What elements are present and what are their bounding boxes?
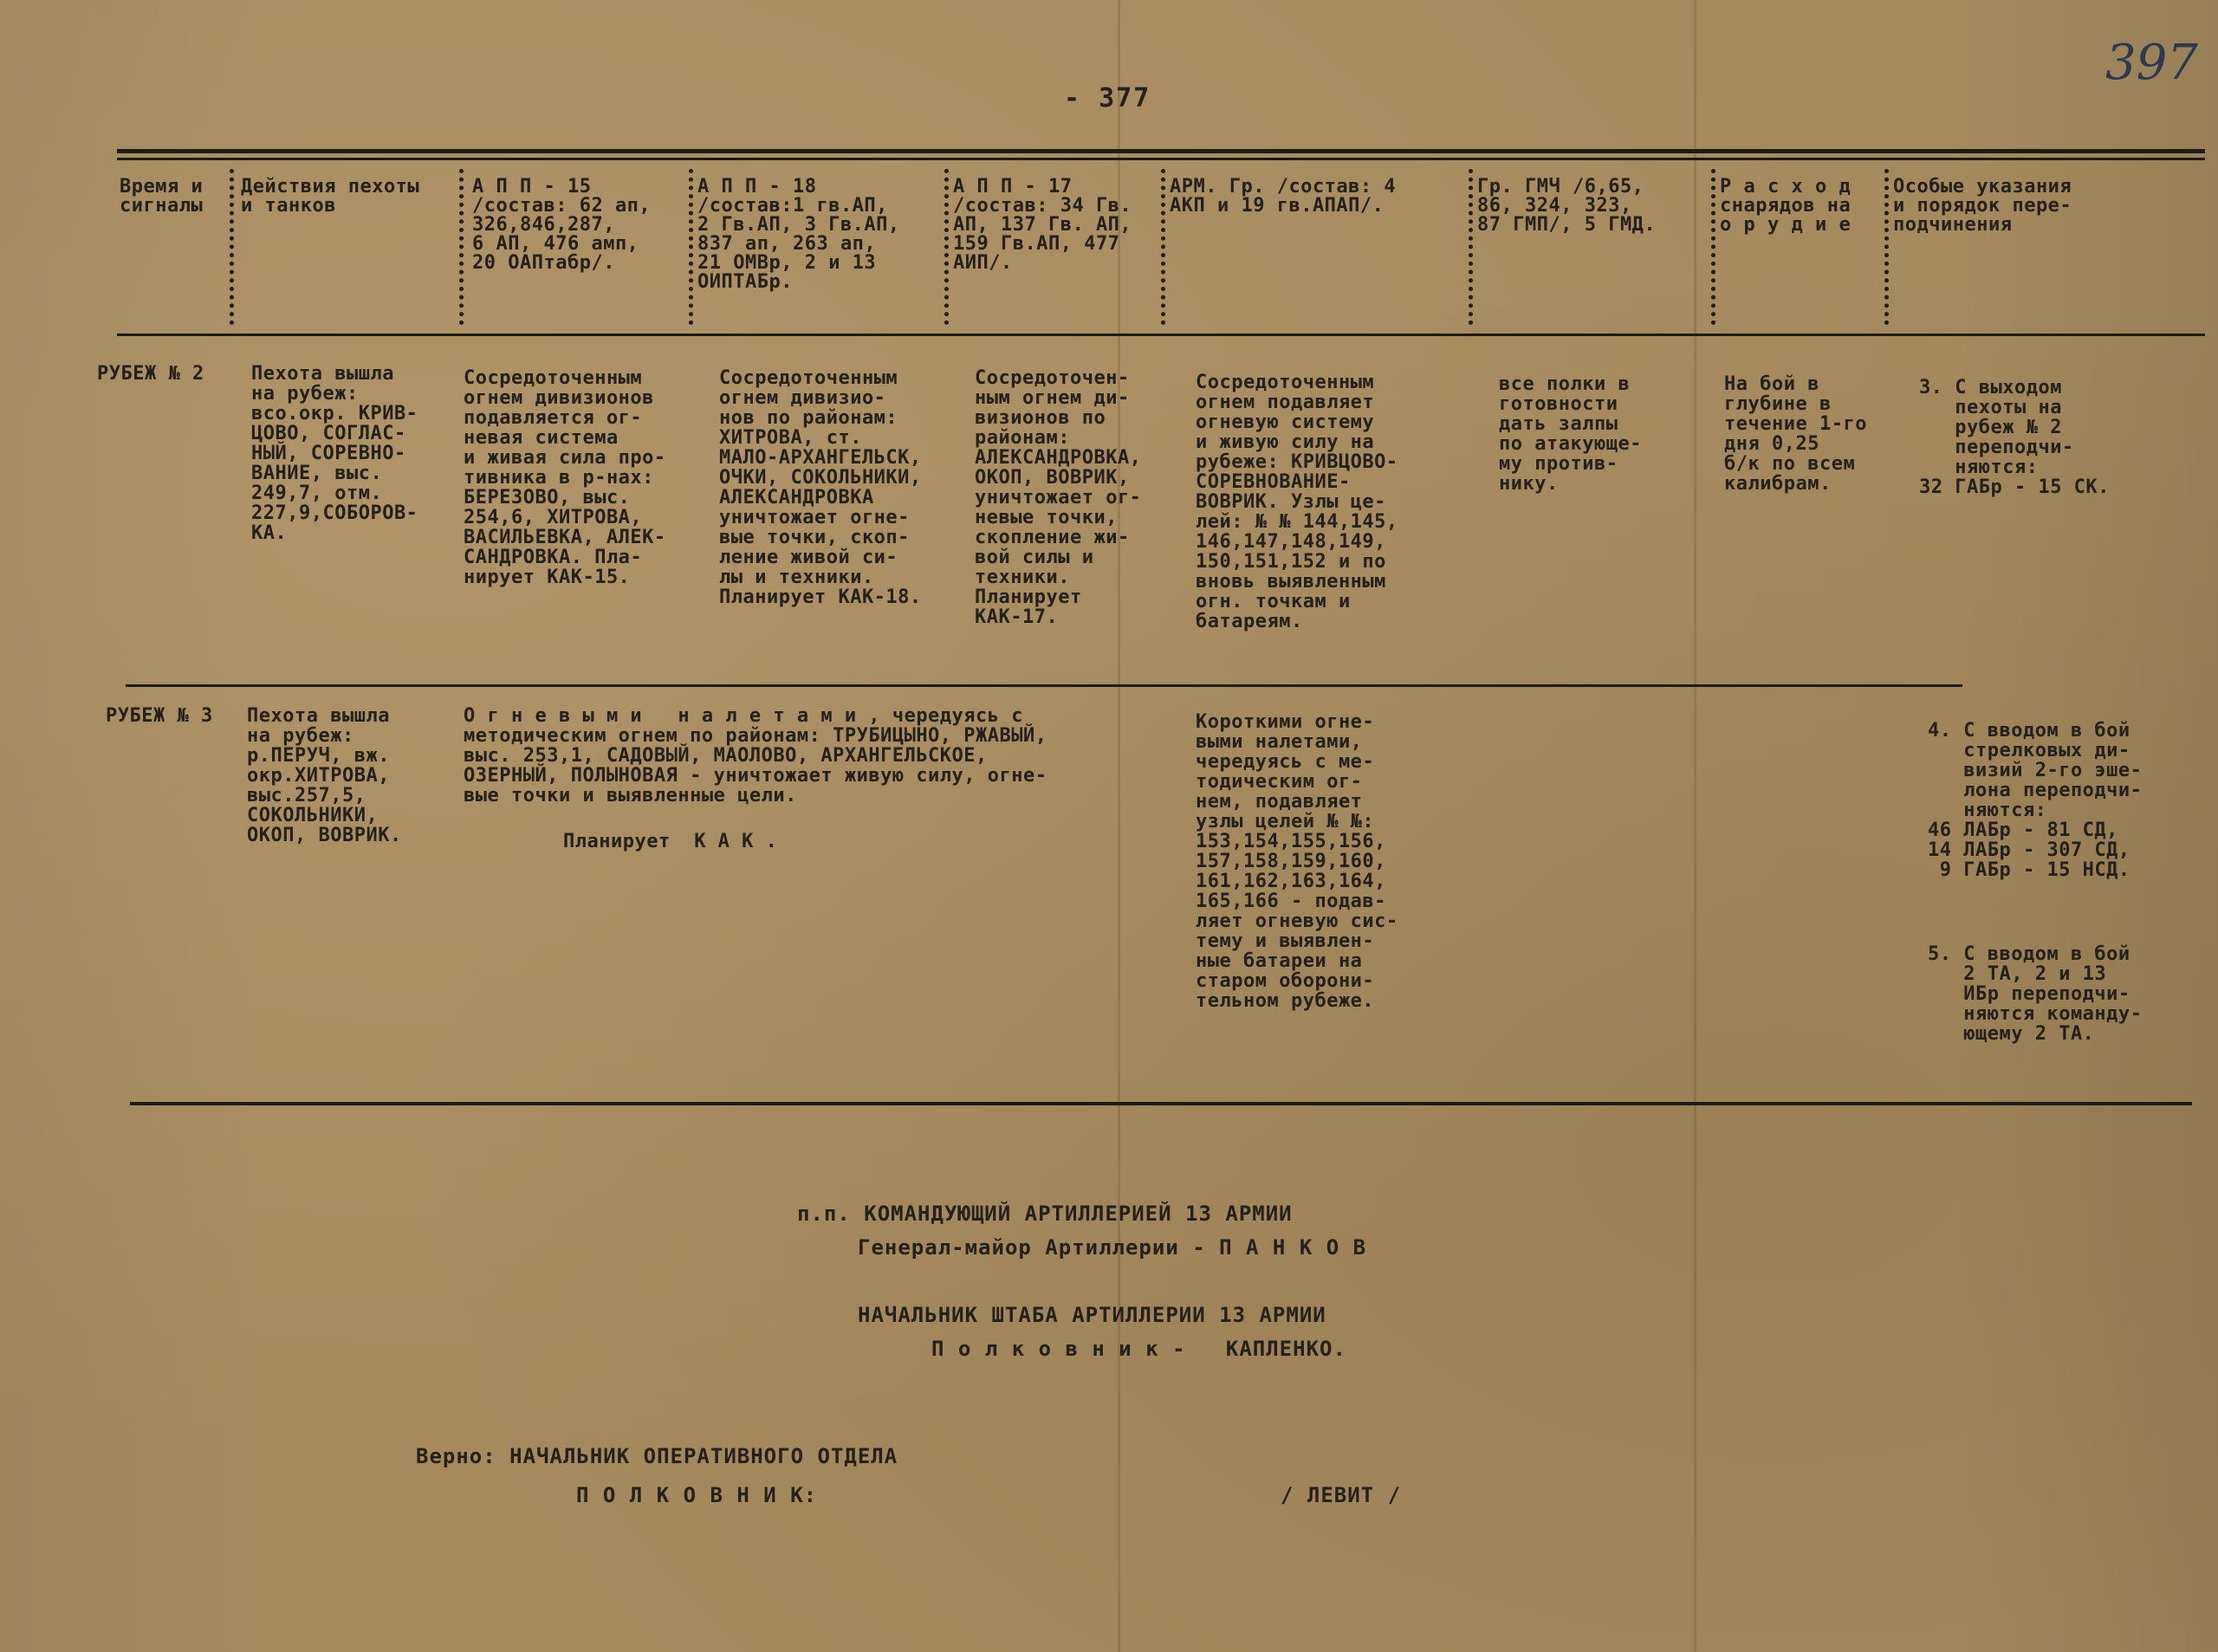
certification-name: / ЛЕВИТ / bbox=[1281, 1483, 1402, 1507]
row3-combined-fire: О г н е в ы м и н а л е т а м и , чередуясь с методическим огнем по районам: ТРУБИЦЫНО, РЖАВЫЙ, выс. 253,1, САДОВЫЙ, МАОЛОВО, АРХАНГЕЛЬСКОЕ, ОЗЕРНЫЙ, ПОЛЫНОВАЯ - уничтожает живую силу, огне- вые точки и выявленные цели. bbox=[464, 705, 1047, 807]
row2-app-17: Сосредоточен- ным огнем ди- визионов по районам: АЛЕКСАНДРОВКА, ОКОП, ВОВРИК, уничтожает ог- невые точки, скопление жи- вой силы и техники. Планирует КАК-17. bbox=[975, 367, 1142, 628]
certification-title: Верно: НАЧАЛЬНИК ОПЕРАТИВНОГО ОТДЕЛА bbox=[416, 1444, 898, 1468]
row2-infantry: Пехота вышла на рубеж: всо.окр. КРИВ- ЦОВО, СОГЛАС- НЫЙ, СОРЕВНО- ВАНИЕ, выс. 249,7, отм. 227,9,СОБОРОВ- КА. bbox=[251, 363, 418, 544]
row2-time: РУБЕЖ № 2 bbox=[97, 363, 204, 385]
row3-infantry: Пехота вышла на рубеж: р.ПЕРУЧ, вж. окр.ХИТРОВА, выс.257,5, СОКОЛЬНИКИ, ОКОП, ВОВРИК. bbox=[247, 705, 402, 846]
header-army-group: АРМ. Гр. /состав: 4 АКП и 19 гв.АПАП/. bbox=[1170, 176, 1397, 217]
signature-chief-title: НАЧАЛЬНИК ШТАБА АРТИЛЛЕРИИ 13 АРМИИ bbox=[858, 1303, 1326, 1327]
page-number: - 377 bbox=[1064, 83, 1151, 113]
header-app-17: А П П - 17 /состав: 34 Гв. АП, 137 Гв. АП, 159 Гв.АП, 477 АИП/. bbox=[953, 176, 1132, 274]
column-separator bbox=[689, 169, 693, 325]
row2-app-18: Сосредоточенным огнем дивизио- нов по районам: ХИТРОВА, ст. МАЛО-АРХАНГЕЛЬСК, ОЧКИ, СОКОЛЬНИКИ, АЛЕКСАНДРОВКА уничтожает огне- вые точки, скоп- ление живой си- лы и техники. Планирует КАК-18. bbox=[719, 367, 922, 608]
row3-notes-4: 4. С вводом в бой стрелковых ди- визий 2-го эше- лона переподчи- няются: 46 ЛАБр - 81 СД, 14 ЛАБр - 307 СД, 9 ГАБр - 15 НСД. bbox=[1928, 720, 2143, 881]
row2-app-15: Сосредоточенным огнем дивизионов подавляется ог- невая система и живая сила про- тивника в р-нах: БЕРЕЗОВО, выс. 254,6, ХИТРОВА, ВАСИЛЬЕВКА, АЛЕК- САНДРОВКА. Пла- нирует КАК-15. bbox=[464, 367, 666, 588]
header-app-15: А П П - 15 /состав: 62 ап, 326,846,287, 6 АП, 476 амп, 20 ОАПтабр/. bbox=[472, 176, 652, 274]
header-infantry: Действия пехоты и танков bbox=[241, 176, 420, 217]
certification-rank: П О Л К О В Н И К: bbox=[576, 1483, 818, 1507]
column-separator bbox=[1469, 169, 1473, 325]
paper-fold bbox=[1694, 0, 1696, 1652]
row3-notes-5: 5. С вводом в бой 2 ТА, 2 и 13 ИБр переподчи- няются команду- ющему 2 ТА. bbox=[1928, 943, 2143, 1045]
row2-gmch: все полки в готовности дать залпы по атакующе- му против- нику. bbox=[1499, 373, 1642, 495]
row3-army-group: Короткими огне- выми налетами, чередуясь с ме- тодическим ог- нем, подавляет узлы целей № №: 153,154,155,156, 157,158,159,160, 161,162,163,164, 165,166 - подав- ляет огневую сис- тему и выявлен- ные батареи на старом оборони- тельном рубеже. bbox=[1196, 711, 1398, 1012]
archive-number: 397 bbox=[2105, 35, 2198, 91]
row3-combined-plan: Планирует К А К . bbox=[563, 831, 778, 852]
row2-notes: 3. С выходом пехоты на рубеж № 2 переподчи- няются: 32 ГАБр - 15 СК. bbox=[1919, 377, 2110, 498]
column-separator bbox=[1161, 169, 1165, 325]
signature-chief-name: П о л к о в н и к - КАПЛЕНКО. bbox=[931, 1337, 1346, 1361]
column-separator bbox=[1884, 169, 1889, 325]
header-gmch-group: Гр. ГМЧ /6,65, 86, 324, 323, 87 ГМП/, 5 ГМД. bbox=[1477, 176, 1657, 236]
signature-commander-name: Генерал-майор Артиллерии - П А Н К О В bbox=[858, 1235, 1367, 1260]
signature-commander-title: п.п. КОМАНДУЮЩИЙ АРТИЛЛЕРИЕЙ 13 АРМИИ bbox=[797, 1202, 1293, 1226]
column-separator bbox=[230, 169, 234, 325]
row3-time: РУБЕЖ № 3 bbox=[106, 705, 213, 727]
row-separator bbox=[126, 684, 1962, 687]
header-special-notes: Особые указания и порядок пере- подчинения bbox=[1893, 176, 2072, 236]
table-bottom-rule bbox=[130, 1102, 2192, 1105]
header-app-18: А П П - 18 /состав:1 гв.АП, 2 Гв.АП, 3 Гв.АП, 837 ап, 263 ап, 21 ОМВр, 2 и 13 ОИПТАБр. bbox=[697, 176, 900, 293]
row2-army-group: Сосредоточенным огнем подавляет огневую систему и живую силу на рубеже: КРИВЦОВО- СОРЕВНОВАНИЕ- ВОВРИК. Узлы це- лей: № № 144,145, 146,147,148,149, 150,151,152 и по вновь выявленным огн. точкам и батареям. bbox=[1196, 372, 1398, 632]
row2-expense: На бой в глубине в течение 1-го дня 0,25 б/к по всем калибрам. bbox=[1724, 373, 1867, 495]
header-shell-expense: Р а с х о д снарядов на о р у д и е bbox=[1720, 176, 1852, 236]
table-top-rule bbox=[117, 149, 2205, 153]
header-time: Время и сигналы bbox=[120, 176, 204, 217]
column-separator bbox=[1711, 169, 1715, 325]
table-top-rule bbox=[117, 158, 2205, 160]
column-separator bbox=[944, 169, 949, 325]
column-separator bbox=[459, 169, 464, 325]
header-bottom-rule bbox=[117, 334, 2205, 336]
